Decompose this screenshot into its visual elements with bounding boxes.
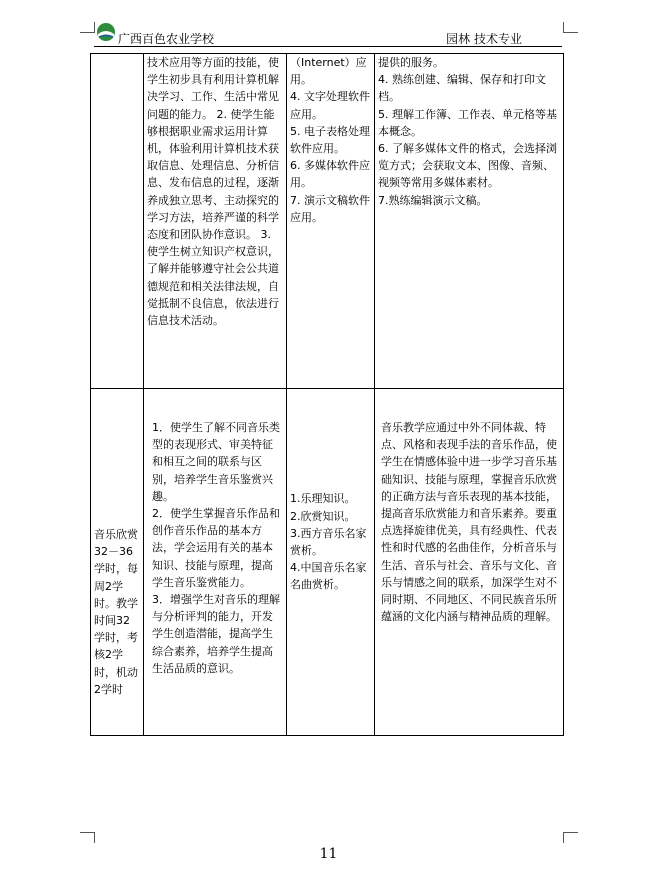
course-subject-cell [91, 54, 144, 389]
major-name: 园林 技术专业 [446, 32, 522, 46]
content-item: 4. 文字处理软件应用。 [290, 90, 370, 121]
teaching-requirements-cell [375, 54, 564, 389]
objectives-text: 技术应用等方面的技能，使学生初步具有利用计算机解决学习、工作、生活中常见问题的能力。 2. 使学生能够根据职业需求运用计算机，体验利用计算机技术获取信息、处理信息、分析信息、发布信息的过程，逐渐养成独立思考、主动探究的学习方法，培养严谨的科学态度和团队协作意识。 3. 使学生树立知识产权意识，了解并能够遵守社会公共道德规范和相关法律法规，自觉抵制不良信息，依法进行信息技术活动。 [147, 56, 279, 328]
content-item: 3.西方音乐名家赏析。 [290, 526, 367, 557]
content-item: 7. 演示文稿软件应用。 [290, 193, 370, 224]
requirement-item: 5. 理解工作簿、工作表、单元格等基本概念。 [378, 107, 557, 138]
table-row [91, 54, 564, 389]
teaching-requirements-cell [375, 389, 564, 736]
subject-text: 音乐欣赏32－36学时，每周2学时。教学时间32学时，考核2学时，机动2学时 [94, 527, 138, 696]
requirement-item: 4. 熟练创建、编辑、保存和打印文档。 [378, 73, 546, 104]
content-item: 1.乐理知识。 [290, 492, 356, 506]
objective-item: 1．使学生了解不同音乐类型的表现形式、审美特征和相互之间的联系与区别，培养学生音乐鉴赏兴趣。 [152, 421, 280, 503]
content-item: 2.欣赏知识。 [290, 509, 356, 523]
requirements-text: 音乐教学应通过中外不同体裁、特点、风格和表现手法的音乐作品，使学生在情感体验中进一步学习音乐基础知识、技能与原理，掌握音乐欣赏的正确方法与音乐表现的基本技能，提高音乐欣赏能力和音乐素养。要重点选择旋律优美，具有经典性、代表性和时代感的名曲佳作，分析音乐与生活、音乐与社会、音乐与文化、音乐与情感之间的联系，加深学生对不同时期、不同地区、不同民族音乐所蕴涵的文化内涵与精神品质的理解。 [381, 421, 557, 624]
content-item: （Internet）应用。 [290, 56, 367, 87]
objective-item: 2．使学生掌握音乐作品和创作音乐作品的基本方法，学会运用有关的基本知识、技能与原理，提高学生音乐鉴赏能力。 [152, 507, 280, 589]
course-objectives-cell [144, 54, 287, 389]
course-content-cell [287, 54, 375, 389]
school-name: 广西百色农业学校 [118, 32, 215, 46]
crop-mark-top-right [563, 22, 578, 33]
requirement-item: 6. 了解多媒体文件的格式，会选择浏览方式；会获取文本、图像、音频、视频等常用多媒体素材。 [378, 142, 557, 190]
requirement-item: 提供的服务。 [378, 56, 444, 69]
page-header [94, 22, 562, 48]
objective-item: 3．增强学生对音乐的理解与分析评判的能力，开发学生创造潜能，提高学生综合素养，培养学生提高生活品质的意识。 [152, 593, 280, 675]
content-item: 6. 多媒体软件应用。 [290, 159, 370, 190]
table-row [91, 389, 564, 736]
curriculum-table [90, 53, 564, 736]
content-item: 4.中国音乐名家名曲赏析。 [290, 561, 367, 592]
crop-mark-bottom-right [563, 832, 578, 843]
content-item: 5. 电子表格处理软件应用。 [290, 124, 370, 156]
requirement-item: 7.熟练编辑演示文稿。 [378, 193, 488, 207]
course-objectives-cell [144, 389, 287, 736]
crop-mark-top-left [80, 22, 95, 33]
course-content-cell [287, 389, 375, 736]
crop-mark-bottom-left [80, 832, 95, 843]
page-number: 11 [319, 846, 338, 862]
header-rule [94, 46, 562, 47]
course-subject-cell [91, 389, 144, 736]
school-logo-icon [96, 22, 116, 42]
